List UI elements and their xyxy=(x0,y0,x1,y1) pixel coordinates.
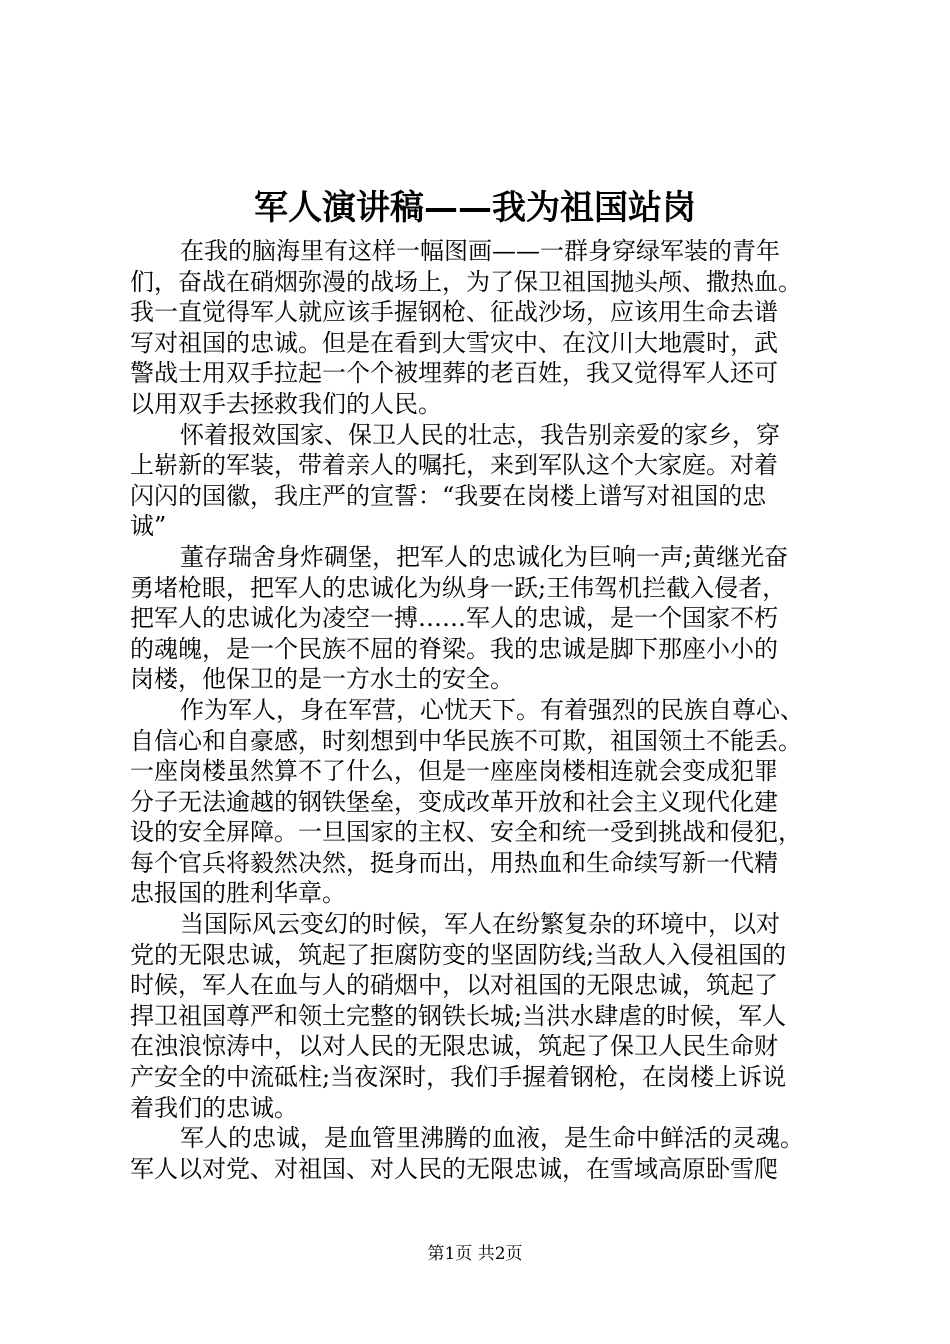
paragraph-2 xyxy=(130,420,850,542)
text-line: 设的安全屏障。一旦国家的主权、安全和统一受到挑战和侵犯， xyxy=(130,818,802,847)
text-line: 的魂魄，是一个民族不屈的脊梁。我的忠诚是脚下那座小小的 xyxy=(130,634,778,663)
paragraph-1 xyxy=(130,236,850,420)
text-line: 捍卫祖国尊严和领土完整的钢铁长城;当洪水肆虐的时候，军人 xyxy=(130,1001,787,1030)
text-line: 怀着报效国家、保卫人民的壮志，我告别亲爱的家乡，穿 xyxy=(180,420,780,449)
text-line: 岗楼，他保卫的是一方水土的安全。 xyxy=(130,665,514,694)
text-line: 着我们的忠诚。 xyxy=(130,1093,298,1122)
paragraph-5 xyxy=(130,909,850,1123)
paragraph-4 xyxy=(130,695,850,909)
text-line: 勇堵枪眼，把军人的忠诚化为纵身一跃;王伟驾机拦截入侵者， xyxy=(130,573,787,602)
paragraph-3 xyxy=(130,542,850,695)
text-line: 当国际风云变幻的时候，军人在纷繁复杂的环境中，以对 xyxy=(180,910,780,939)
text-line: 诚” xyxy=(130,512,167,541)
text-line: 作为军人，身在军营，心忧天下。有着强烈的民族自尊心、 xyxy=(180,695,804,724)
document-body xyxy=(130,236,850,1184)
text-line: 分子无法逾越的钢铁堡垒，变成改革开放和社会主义现代化建 xyxy=(130,787,778,816)
text-line: 军人的忠诚，是血管里沸腾的血液，是生命中鲜活的灵魂。 xyxy=(180,1124,804,1153)
text-line: 闪闪的国徽，我庄严的宣誓：“我要在岗楼上谱写对祖国的忠 xyxy=(130,481,767,510)
text-line: 董存瑞舍身炸碉堡，把军人的忠诚化为巨响一声;黄继光奋 xyxy=(180,542,789,571)
text-line: 产安全的中流砥柱;当夜深时，我们手握着钢枪，在岗楼上诉说 xyxy=(130,1063,787,1092)
text-line: 军人以对党、对祖国、对人民的无限忠诚，在雪域高原卧雪爬 xyxy=(130,1154,778,1183)
text-line: 自信心和自豪感，时刻想到中华民族不可欺，祖国领土不能丢。 xyxy=(130,726,802,755)
text-line: 上崭新的军装，带着亲人的嘱托，来到军队这个大家庭。对着 xyxy=(130,451,778,480)
text-line: 把军人的忠诚化为凌空一搏……军人的忠诚，是一个国家不朽 xyxy=(130,604,778,633)
page-footer: 第1页 共2页 xyxy=(427,1244,523,1264)
paragraph-6 xyxy=(130,1123,850,1184)
text-line: 每个官兵将毅然决然，挺身而出，用热血和生命续写新一代精 xyxy=(130,848,778,877)
text-line: 一座岗楼虽然算不了什么，但是一座座岗楼相连就会变成犯罪 xyxy=(130,757,778,786)
text-line: 时候，军人在血与人的硝烟中，以对祖国的无限忠诚，筑起了 xyxy=(130,971,778,1000)
text-line: 警战士用双手拉起一个个被埋葬的老百姓，我又觉得军人还可 xyxy=(130,359,778,388)
document-title: 军人演讲稿——我为祖国站岗 xyxy=(254,188,696,228)
text-line: 在我的脑海里有这样一幅图画——一群身穿绿军装的青年 xyxy=(180,237,780,265)
text-line: 我一直觉得军人就应该手握钢枪、征战沙场，应该用生命去谱 xyxy=(130,298,778,327)
text-line: 在浊浪惊涛中，以对人民的无限忠诚，筑起了保卫人民生命财 xyxy=(130,1032,778,1061)
text-line: 写对祖国的忠诚。但是在看到大雪灾中、在汶川大地震时，武 xyxy=(130,328,778,357)
text-line: 党的无限忠诚，筑起了拒腐防变的坚固防线;当敌人入侵祖国的 xyxy=(130,940,787,969)
text-line: 以用双手去拯救我们的人民。 xyxy=(130,389,442,418)
text-line: 们，奋战在硝烟弥漫的战场上，为了保卫祖国抛头颅、撒热血。 xyxy=(130,267,802,296)
text-line: 忠报国的胜利华章。 xyxy=(130,879,346,908)
